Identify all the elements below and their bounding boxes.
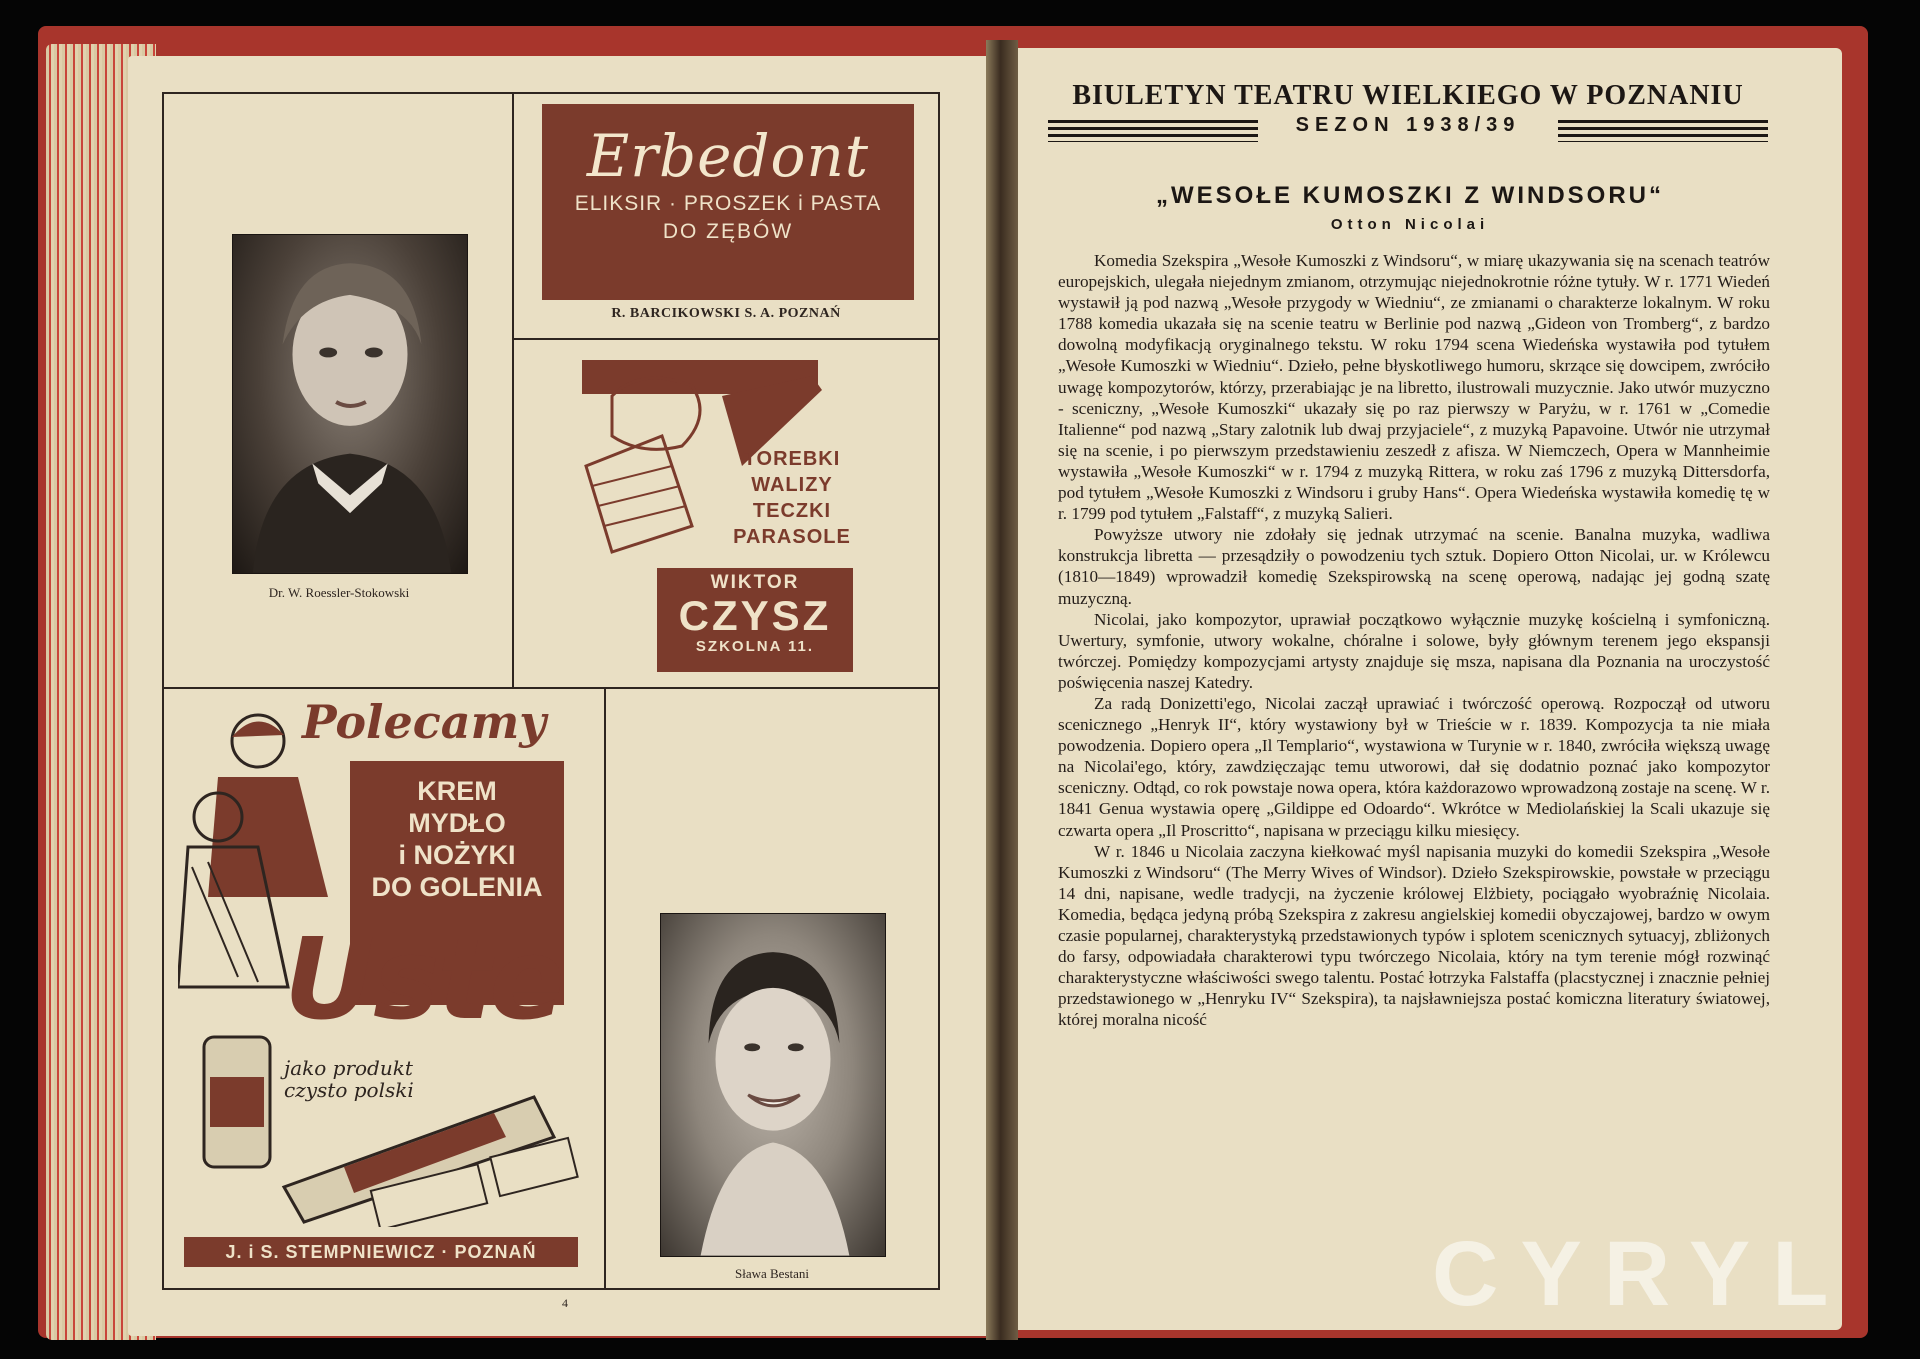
article-paragraph: Za radą Donizetti'ego, Nicolai zaczął uprawiać i twórczość operową. Rozpoczął od utworu scenicznego „Henryk II“, który wystawiony był w Trieście w r. 1839. Kompozycja ta nie miała powodzenia. Dopiero opera „Il Templario“, wystawiona w Turynie w r. 1840, zwróciła większą uwagę na Nicolai'ego, który, zawdzięczając temu utworowi, dał się dodatnio poznać jako kompozytor sceniczny. Odtąd, co rok powstaje nowa opera, która każdorazowo wprowadzoną zostaje na scenę. W r. 1841 Genua wystawia operę „Gildippe ed Odoardo“. Wkrótce w Mediolańskiej la Scali ukazuje się czwarta opera „Il Proscritto“, napisana w przeciągu kilku miesięcy.: [1058, 693, 1770, 840]
cyryl-watermark: CYRYL: [1432, 1223, 1851, 1325]
season-label: SEZON 1938/39: [1295, 114, 1521, 136]
photo-cell-roessler: [164, 94, 514, 689]
czysz-item: TECZKI: [752, 500, 832, 522]
uste-tagline: [284, 1057, 414, 1101]
ad-uste: [164, 687, 606, 1288]
article-body: [1058, 250, 1770, 1030]
photo-caption-roessler: Dr. W. Roessler-Stokowski: [268, 585, 410, 600]
czysz-surname: CZYSZ: [678, 592, 832, 639]
ad-erbedont: [512, 94, 940, 340]
erbedont-products: ELIKSIR · PROSZEK i PASTA: [574, 192, 882, 215]
czysz-item: PARASOLE: [733, 526, 851, 548]
photo-cell-bestani: [604, 687, 940, 1288]
masthead-rule-left: [1048, 120, 1258, 142]
article-author: Otton Nicolai: [1330, 216, 1490, 233]
erbedont-company: R. BARCIKOWSKI S. A. POZNAŃ: [611, 306, 841, 321]
article-paragraph: W r. 1846 u Nicolaia zaczyna kiełkować myśl napisania muzyki do komedii Szekspira „Wesołe Kumoszki z Windsoru“ (The Merry Wives of Windsor). Dzieło Szekspirowskie, powstałe w przeciągu 14 dni, napisane, wedle tradycji, na życzenie królowej Elżbiety, pociągało wyobraźnię Nicolaia. Komedia, będąca jedyną próbą Szekspira z zakresu angielskiej komedii obyczajowej, bardzo w owym czasie popularnej, charakterystyką przedstawionych typów i splotem scenicznych sytuacyj, zbliżonych do farsy, odpowiadała charakterowi typu twórczego Nicolaia, który na tym terenie mógł rozwinąć charakterystyczne właściwości swego talentu. Postać łotrzyka Falstaffa (placstycznej i znacznie pełniej przedstawionego w „Henryku IV“ Szekspira), ta najsławniejsza postać komiczna literatury światowej, której moralna nicość: [1058, 841, 1770, 1030]
article-paragraph: Nicolai, jako kompozytor, uprawiał początkowo wyłącznie muzykę kościelną i symfoniczną. Uwertury, symfonie, utwory wokalne, chóralne i solowe, były głównym terenem jego ekspansji twórczej. Pomiędzy kompozycjami artysty znajduje się msza, napisana dla Poznania na uroczystość poświęcenia naszej Katedry.: [1058, 609, 1770, 692]
erbedont-brand: Erbedont: [586, 122, 870, 190]
portrait-photo-bestani: [660, 913, 886, 1257]
portrait-roessler-image: [233, 235, 467, 573]
erbedont-banner: [542, 104, 914, 300]
article-paragraph: Komedia Szekspira „Wesołe Kumoszki z Windsoru“, w miarę ukazywania się na scenach teatrów europejskich, ulegała niejednym zmianom, otrzymując niejednokrotnie różne tytuły. W r. 1771 Wiedeń wystawił ją pod nazwą „Wesołe przygody w Wiedniu“, ze zmianami o charakterze lokalnym. W roku 1788 komedia ukazała się na scenie teatru w Berlinie pod nazwą „Gideon von Tromberg“, z bardzo dowolną modyfikacją oryginalnego tekstu. W roku 1794 scena Wiedeńska wystawiła pod tytułem „Wesołe Kumoszki w Wiedniu“. Dzieło, pełne błyskotliwego humoru, skrzące się dowcipem, zwróciło uwagę kompozytorów, którzy, przerabiając je na libretto, ilustrowali muzycznie. Jako utwór muzyczno - sceniczny, „Wesołe Kumoszki“ ukazały się po raz pierwszy w Paryżu, w r. 1761 w „Comedie Italienne“ pod nazwą „Stary zalotnik lub dwaj przyjaciele“, z muzyką Papavoine. Utwór nie utrzymał się na scenie, i po pierwszym przedstawieniu zeszedł z afisza. W Niemczech, Opera w Mannheimie wystawiła „Wesołe Kumoszki“ w r. 1794 z muzyką Rittera, w roku zaś 1796 z muzyką Dittersdorfa, pod tytułem „Wesołe Kumoszki z Windsoru i gruby Hans“. Opera Wiedeńska wystawiła komedię tę w r. 1799 pod tytułem „Falstaff“, z muzyką Salieri.: [1058, 251, 1770, 524]
czysz-address: SZKOLNA 11.: [695, 638, 815, 655]
ad-czysz: [512, 338, 940, 689]
portrait-photo-roessler: [232, 234, 468, 574]
article-title: „WESOŁE KUMOSZKI Z WINDSORU“: [1156, 182, 1664, 209]
czysz-product-list: [692, 446, 892, 550]
polecamy-headline: Polecamy: [302, 695, 546, 749]
uste-box-line: DO GOLENIA: [371, 872, 543, 902]
uste-box-line: MYDŁO: [408, 808, 506, 838]
uste-box-line: i NOŻYKI: [398, 840, 516, 870]
portrait-bestani-image: [661, 914, 885, 1256]
czysz-item: WALIZY: [751, 474, 833, 496]
page-number: 4: [562, 1296, 568, 1310]
season-row: [1048, 114, 1768, 148]
uste-brand: Uste: [284, 915, 564, 1045]
czysz-first-name: WIKTOR: [710, 572, 800, 593]
uste-tagline-line: czysto polski: [284, 1078, 414, 1102]
czysz-name-box: [657, 568, 853, 672]
stempniewicz-footer: J. i S. STEMPNIEWICZ · POZNAŃ: [184, 1237, 578, 1267]
book-gutter: [986, 40, 1018, 1340]
uste-products-illustration: [194, 1017, 584, 1227]
bulletin-title: BIULETYN TEATRU WIELKIEGO W POZNANIU: [1072, 80, 1744, 111]
article-paragraph: Powyższe utwory nie zdołały się jednak utrzymać na scenie. Banalna muzyka, wadliwa konstrukcja libretta — przesądziły o powodzeniu tych sztuk. Dopiero Otton Nicolai, ur. w Królewcu (1810—1849) wprowadził komedię Szekspirowską na scenę operową, nadając jej godną szatę muzyczną.: [1058, 525, 1770, 608]
erbedont-products-line2: DO ZĘBÓW: [662, 220, 794, 243]
czysz-item: TOREBKI: [743, 448, 841, 470]
masthead-rule-right: [1558, 120, 1768, 142]
bulletin-masthead: [1048, 80, 1768, 148]
ad-grid-frame: [162, 92, 940, 1290]
photo-caption-bestani: Sława Bestani: [734, 1266, 809, 1281]
uste-tagline-line: jako produkt: [284, 1056, 413, 1080]
uste-box-line: KREM: [417, 776, 497, 806]
